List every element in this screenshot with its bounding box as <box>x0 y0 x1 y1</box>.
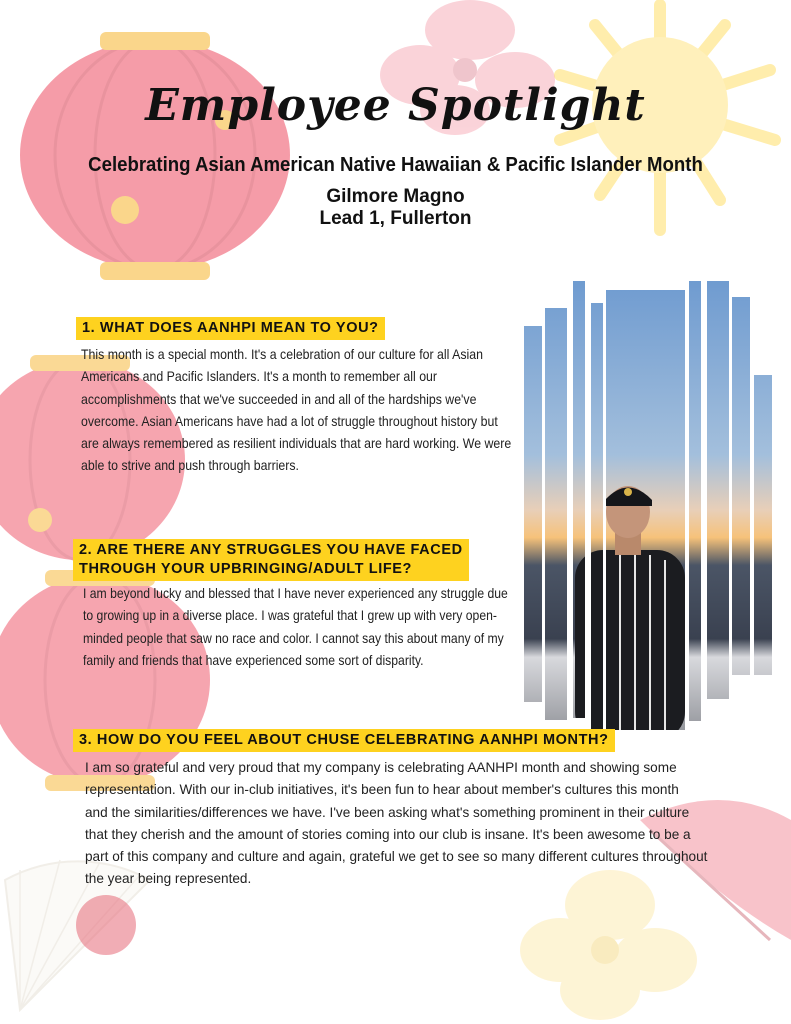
answer-line: I am beyond lucky and blessed that I have never experienced any struggle due <box>83 586 508 601</box>
answer-line: representation. With our in-club initiatives, it's been fun to hear about member's cultures this month <box>85 782 679 798</box>
answer-line: the year being represented. <box>85 871 252 887</box>
employee-name: Gilmore Magno <box>326 186 465 207</box>
employee-role: Lead 1, Fullerton <box>319 208 472 229</box>
answer-line: that they cherish and the amount of stories coming into our club is insane. It's been awesome to be a <box>85 826 691 842</box>
answer-line: part of this company and culture and again, grateful we get to see so many different cultures throughout <box>85 849 708 865</box>
page-title: Employee Spotlight <box>145 80 646 131</box>
question-2-line: 2. ARE THERE ANY STRUGGLES YOU HAVE FACED <box>79 542 463 558</box>
answer-2 <box>83 583 508 672</box>
answer-line: and the similarities/differences we have. I've been asking what's something prominent in their culture <box>85 804 690 820</box>
answer-line: able to strive and push through barriers. <box>81 458 299 474</box>
answer-line: minded people that saw no race and color. I cannot say this about many of my <box>83 630 504 646</box>
answer-line: Americans and Pacific Islanders. It's a month to remember all our <box>81 369 438 385</box>
answer-line: overcome. Asian Americans have had a lot of struggle throughout history but <box>81 413 498 429</box>
question-2-line: THROUGH YOUR UPBRINGING/ADULT LIFE? <box>79 561 413 577</box>
answer-line: family and friends that have experienced some sort of disparity. <box>83 652 424 668</box>
question-3-heading: 3. HOW DO YOU FEEL ABOUT CHUSE CELEBRATING AANHPI MONTH? <box>73 729 615 752</box>
answer-line: This month is a special month. It's a celebration of our culture for all Asian <box>81 347 483 362</box>
answer-line: I am so grateful and very proud that my company is celebrating AANHPI month and showing some <box>85 760 677 775</box>
page-subtitle: Celebrating Asian American Native Hawaiian & Pacific Islander Month <box>88 154 703 176</box>
question-1-heading: 1. WHAT DOES AANHPI MEAN TO YOU? <box>76 317 385 340</box>
answer-line: accomplishments that we've succeeded in and all of the hardships we've <box>81 391 477 407</box>
answer-line: are always remembered as resilient individuals that are hard working. We were <box>81 436 512 452</box>
answer-3 <box>85 757 707 891</box>
question-2-heading <box>73 539 469 581</box>
answer-line: to growing up in a diverse place. I was grateful that I grew up with very open- <box>83 608 497 624</box>
answer-1 <box>81 344 511 478</box>
